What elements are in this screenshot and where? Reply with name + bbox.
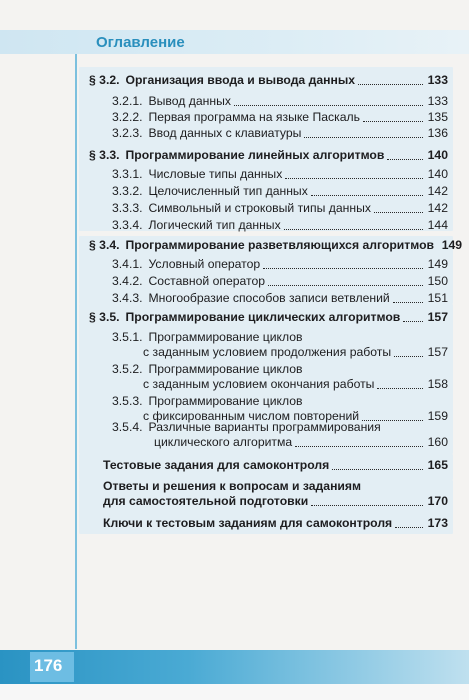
toc-entry-3-5-2[interactable]: 3.5.2. Программирование циклов с заданным условием окончания работы 158 (112, 362, 448, 391)
toc-entry-tests[interactable]: Тестовые задания для самоконтроля 165 (103, 458, 448, 472)
leader-dots (374, 204, 423, 213)
page-title: Оглавление (96, 34, 185, 51)
leader-dots (268, 277, 423, 286)
toc-entry-3-2-2[interactable]: 3.2.2. Первая программа на языке Паскаль 135 (112, 110, 448, 124)
leader-dots (311, 187, 423, 196)
toc-entry-3-2-1[interactable]: 3.2.1. Вывод данных 133 (112, 94, 448, 108)
leader-dots (304, 129, 423, 138)
toc-entry-3-5[interactable]: § 3.5. Программирование циклических алгоритмов 157 (89, 310, 448, 324)
left-rule (75, 54, 77, 649)
toc-entry-3-2[interactable]: § 3.2. Организация ввода и вывода данных 133 (89, 73, 448, 87)
toc-entry-3-5-4[interactable]: 3.5.4. Различные варианты программирования циклического алгоритма 160 (112, 420, 448, 449)
toc-entry-3-3-3[interactable]: 3.3.3. Символьный и строковый типы данных 142 (112, 201, 448, 215)
toc-entry-3-3-4[interactable]: 3.3.4. Логический тип данных 144 (112, 218, 448, 232)
leader-dots (295, 438, 423, 447)
toc-entry-3-4-2[interactable]: 3.4.2. Составной оператор 150 (112, 274, 448, 288)
toc-entry-3-2-3[interactable]: 3.2.3. Ввод данных с клавиатуры 136 (112, 126, 448, 140)
leader-dots (332, 461, 423, 470)
leader-dots (377, 380, 423, 389)
toc-entry-3-3-2[interactable]: 3.3.2. Целочисленный тип данных 142 (112, 184, 448, 198)
leader-dots (394, 348, 423, 357)
leader-dots (358, 76, 423, 85)
toc-entry-3-4-3[interactable]: 3.4.3. Многообразие способов записи ветвлений 151 (112, 291, 448, 305)
toc-entry-3-4[interactable]: § 3.4. Программирование разветвляющихся алгоритмов 149 (89, 238, 463, 252)
bottom-margin (0, 684, 469, 700)
toc-entry-3-5-1[interactable]: 3.5.1. Программирование циклов с заданным условием продолжения работы 157 (112, 330, 448, 359)
leader-dots (395, 519, 423, 528)
toc-entry-3-4-1[interactable]: 3.4.1. Условный оператор 149 (112, 257, 448, 271)
leader-dots (234, 97, 423, 106)
toc-entry-3-3[interactable]: § 3.3. Программирование линейных алгоритмов 140 (89, 148, 448, 162)
leader-dots (284, 221, 423, 230)
header-band (0, 30, 469, 54)
leader-dots (285, 170, 423, 179)
leader-dots (363, 113, 423, 122)
toc-entry-3-5-3[interactable]: 3.5.3. Программирование циклов с фиксированным числом повторений 159 (112, 394, 448, 423)
leader-dots (263, 260, 423, 269)
toc-entry-3-3-1[interactable]: 3.3.1. Числовые типы данных 140 (112, 167, 448, 181)
toc-entry-keys[interactable]: Ключи к тестовым заданиям для самоконтроля 173 (103, 516, 448, 530)
leader-dots (393, 294, 423, 303)
page-number: 176 (34, 656, 63, 675)
toc-entry-answers[interactable]: Ответы и решения к вопросам и заданиям для самостоятельной подготовки 170 (103, 479, 448, 508)
leader-dots (387, 151, 423, 160)
leader-dots (311, 497, 423, 506)
leader-dots (403, 313, 423, 322)
